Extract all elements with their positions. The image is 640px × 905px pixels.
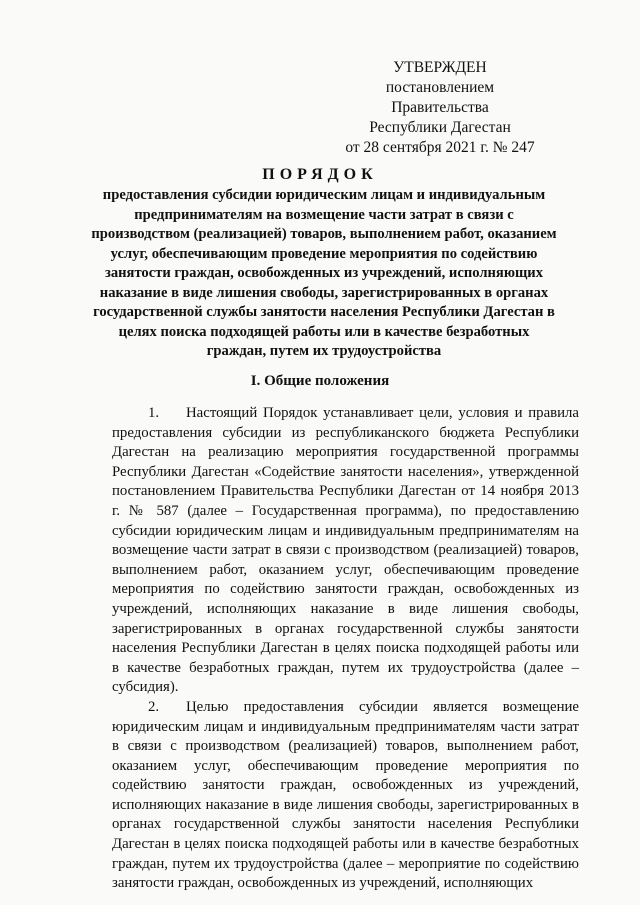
paragraph-number: 2.: [148, 698, 160, 715]
document-body: [112, 404, 579, 894]
paragraph-text: Настоящий Порядок устанавливает цели, условия и правила предоставления субсидии из республиканского бюджета Республики Дагестан на реализацию мероприятия государственной программы Республики Дагестан «Содействие занятости населения», утвержденной постановлением Правительства Республики Дагестан от 14 ноября 2013 г. № 587 (далее – Государственная программа), по предоставлению субсидии юридическим лицам и индивидуальным предпринимателям на возмещение части затрат в связи с производством (реализацией) товаров, выполнением работ, оказанием услуг, обеспечивающим проведение мероприятия по содействию занятости граждан, освобожденных из учреждений, исполняющих наказание в виде лишения свободы, зарегистрированных в органах государственной службы занятости населения Республики Дагестан в целях поиска подходящей работы или в качестве безработных граждан, путем их трудоустройства (далее – субсидия).: [112, 405, 579, 696]
approval-line-2: постановлением Правительства: [385, 79, 495, 116]
section-heading: I. Общие положения: [250, 373, 390, 389]
approval-line-3: Республики Дагестан: [369, 119, 511, 136]
document-title: ПОРЯДОК: [262, 166, 378, 183]
document-subtitle: предоставления субсидии юридическим лицам и индивидуальным предпринимателям на возмещение части затрат в связи с производством (реализацией) товаров, выполнением работ, оказанием услуг, обеспечивающим проведение мероприятия по содействию занятости граждан, освобожденных из учреждений, исполняющих наказание в виде лишения свободы, зарегистрированных в органах государственной службы занятости населения Республики Дагестан в целях поиска подходящей работы или в качестве безработных граждан, путем их трудоустройства: [91, 187, 557, 359]
paragraph-1: [112, 404, 579, 698]
approval-stamp: [340, 58, 540, 158]
approval-line-1: УТВЕРЖДЕН: [393, 59, 487, 76]
approval-line-4: от 28 сентября 2021 г. № 247: [345, 139, 535, 156]
paragraph-text: Целью предоставления субсидии является возмещение юридическим лицам и индивидуальным предпринимателям части затрат в связи с производством (реализацией) товаров, выполнением работ, оказанием услуг, обеспечивающим проведение мероприятия по содействию занятости граждан, освобожденных из учреждений, исполняющих наказание в виде лишения свободы, зарегистрированных в органах государственной службы занятости населения Республики Дагестан в целях поиска подходящей работы или в качестве безработных граждан, путем их трудоустройства (далее – мероприятие по содействию занятости граждан, освобожденных из учреждений, исполняющих: [112, 698, 579, 892]
paragraph-2: [112, 698, 579, 894]
paragraph-number: 1.: [148, 405, 160, 421]
